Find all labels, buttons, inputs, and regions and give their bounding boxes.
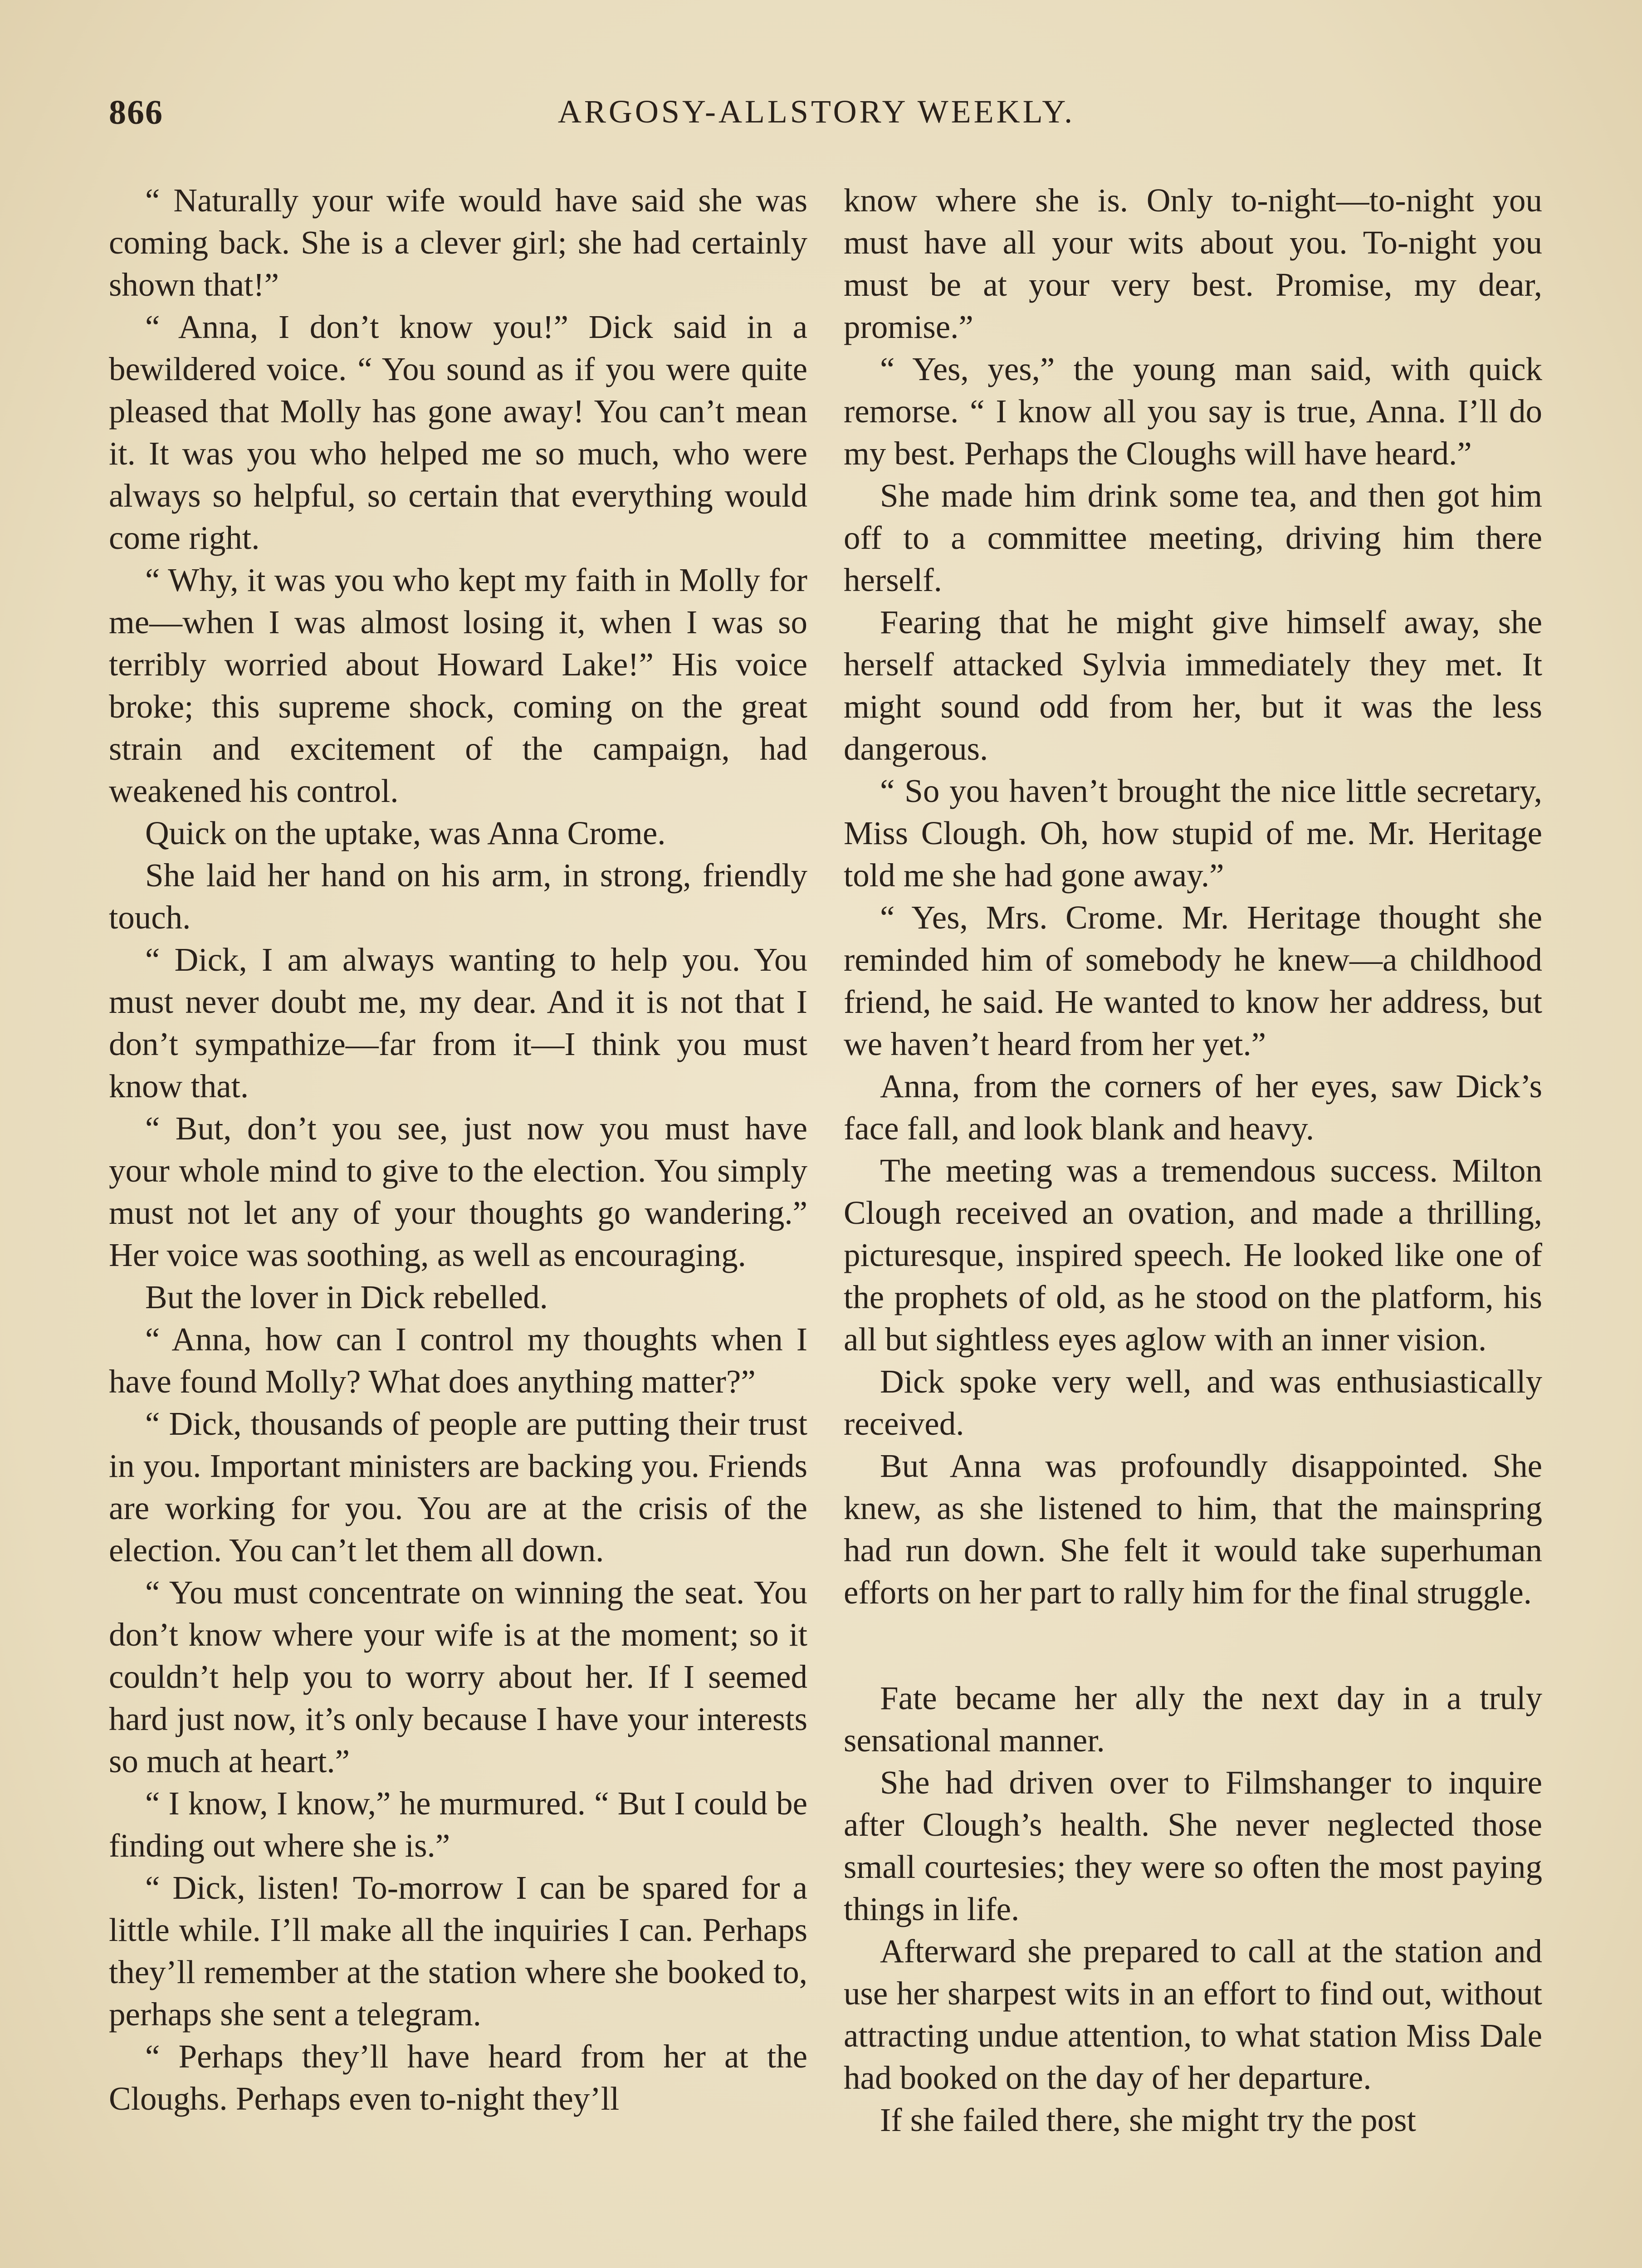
paragraph: “ So you haven’t brought the nice little secretary, Miss Clough. Oh, how stupid of me. Mr. Heritage told me she had gone away.” xyxy=(844,772,1542,894)
paragraph: “ Yes, yes,” the young man said, with quick remorse. “ I know all you say is true, Anna. I’ll do my best. Perhaps the Cloughs will have heard.” xyxy=(844,351,1542,472)
paragraph: Anna, from the corners of her eyes, saw Dick’s face fall, and look blank and heavy. xyxy=(844,1068,1542,1147)
paragraph: “ Why, it was you who kept my faith in Molly for me—when I was almost losing it, when I was so terribly worried about Howard Lake!” His voice broke; this supreme shock, coming on the great strain and excitement of the campaign, had weakened his control. xyxy=(109,562,807,809)
paragraph: “ Anna, I don’t know you!” Dick said in a bewildered voice. “ You sound as if you were quite pleased that Molly has gone away! You can’t mean it. It was you who helped me so much, who were always so helpful, so certain that everything would come right. xyxy=(109,308,807,556)
paragraph: “ Dick, thousands of people are putting their trust in you. Important ministers are backing you. Friends are working for you. You are at the crisis of the election. You can’t let them all down. xyxy=(109,1405,807,1569)
left-column xyxy=(109,179,807,2120)
paragraph: Fate became her ally the next day in a truly sensational manner. xyxy=(844,1680,1542,1759)
paragraph: “ Anna, how can I control my thoughts when I have found Molly? What does anything matter?” xyxy=(109,1321,807,1400)
paragraph: She made him drink some tea, and then got him off to a committee meeting, driving him there herself. xyxy=(844,477,1542,598)
paragraph: But the lover in Dick rebelled. xyxy=(145,1279,548,1315)
paragraph: “ You must concentrate on winning the seat. You don’t know where your wife is at the moment; so it couldn’t help you to worry about her. If I seemed hard just now, it’s only because I have your interests so much at heart.” xyxy=(109,1574,807,1779)
paragraph: But Anna was profoundly disappointed. She knew, as she listened to him, that the mainspring had run down. She felt it would take superhuman efforts on her part to rally him for the final struggle. xyxy=(844,1447,1542,1611)
paragraph: Dick spoke very well, and was enthusiastically received. xyxy=(844,1363,1542,1442)
right-column xyxy=(844,179,1542,2141)
paragraph: She laid her hand on his arm, in strong, friendly touch. xyxy=(109,857,807,936)
paragraph: “ Dick, I am always wanting to help you. You must never doubt me, my dear. And it is not that I don’t sympathize—far from it—I think you must know that. xyxy=(109,941,807,1105)
paragraph: If she failed there, she might try the post xyxy=(880,2102,1416,2138)
paragraph: The meeting was a tremendous success. Milton Clough received an ovation, and made a thrilling, picturesque, inspired speech. He looked like one of the prophets of old, as he stood on the platform, his all but sightless eyes aglow with an inner vision. xyxy=(844,1152,1542,1358)
paragraph: “ Perhaps they’ll have heard from her at the Cloughs. Perhaps even to-night they’ll xyxy=(109,2038,807,2117)
paragraph-continued: know where she is. Only to-night—to-night you must have all your wits about you. To-night you must be at your very best. Promise, my dear, promise.” xyxy=(844,182,1542,345)
paragraph: Fearing that he might give himself away, she herself attacked Sylvia immediately they met. It might sound odd from her, but it was the less dangerous. xyxy=(844,604,1542,767)
paragraph: She had driven over to Filmshanger to inquire after Clough’s health. She never neglected those small courtesies; they were so often the most paying things in life. xyxy=(844,1764,1542,1927)
running-head: ARGOSY-ALLSTORY WEEKLY. xyxy=(557,93,1075,130)
paragraph: “ Dick, listen! To-morrow I can be spared for a little while. I’ll make all the inquiries I can. Perhaps they’ll remember at the station where she booked to, perhaps she sent a telegram. xyxy=(109,1869,807,2033)
paragraph: “ But, don’t you see, just now you must have your whole mind to give to the election. You simply must not let any of your thoughts go wandering.” Her voice was soothing, as well as encouraging. xyxy=(109,1110,807,1273)
paragraph: “ I know, I know,” he murmured. “ But I could be finding out where she is.” xyxy=(109,1785,807,1864)
page-header xyxy=(109,93,1524,143)
paragraph: Quick on the uptake, was Anna Crome. xyxy=(145,815,666,851)
paragraph: “ Yes, Mrs. Crome. Mr. Heritage thought she reminded him of somebody he knew—a childhood friend, he said. He wanted to know her address, but we haven’t heard from her yet.” xyxy=(844,899,1542,1062)
page-number: 866 xyxy=(109,93,163,132)
paragraph: “ Naturally your wife would have said she was coming back. She is a clever girl; she had certainly shown that!” xyxy=(109,182,807,303)
paragraph: Afterward she prepared to call at the station and use her sharpest wits in an effort to find out, without attracting undue attention, to what station Miss Dale had booked on the day of her departure. xyxy=(844,1933,1542,2096)
